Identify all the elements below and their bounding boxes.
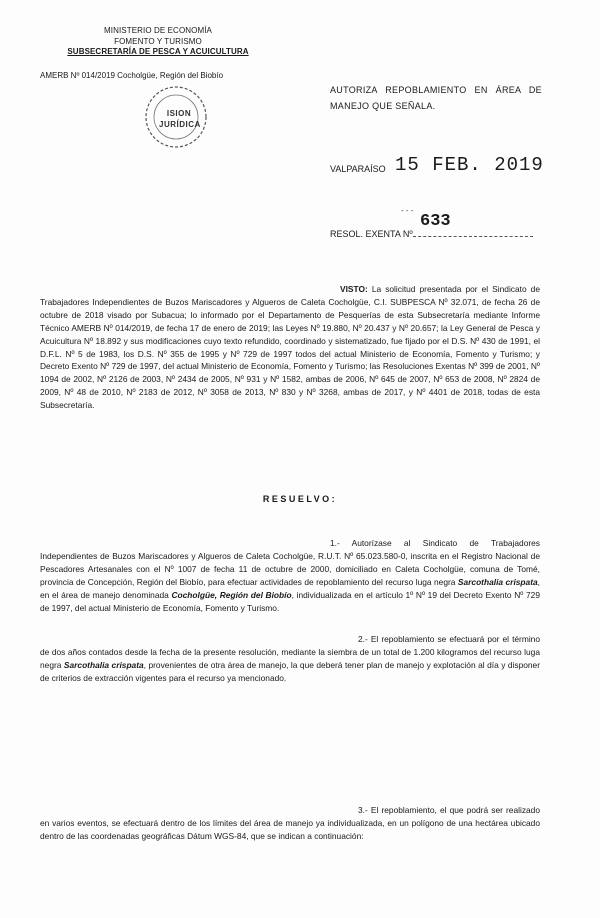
- article-2-species: Sarcothalia crispata: [63, 659, 144, 670]
- visto-text: La solicitud presentada por el Sindicato de Trabajadores Independientes de Buzos Mariscadores y Algueros de Caleta Cocholgüe, C.I. SUBPESCA Nº 32.071, de fecha 26 de octubre de 2018 visado por Subacua; lo informado por el Departamento de Pesquerías de esta Subsecretaría mediante Informe Técnico AMERB Nº 014/2019, de fecha 17 de enero de 2019; las Leyes Nº 19.880, Nº 20.437 y Nº 20.657; la Ley General de Pesca y Acuicultura Nº 18.892 y sus modificaciones cuyo texto refundido, coordinado y sistematizado, fue fijado por el D.S. Nº 430 de 1991, el D.F.L. Nº 5 de 1983, los D.S. Nº 355 de 1995 y Nº 729 de 1997 todos del actual Ministerio de Economía, Fomento y Turismo; y Decreto Exento Nº 729 de 1997, del actual Ministerio de Economía, Fomento y Turismo; las Resoluciones Exentas Nº 399 de 2001, Nº 1094 de 2002, Nº 2126 de 2003, Nº 2434 de 2005, Nº 931 y Nº 1582, ambas de 2006, Nº 645 de 2007, Nº 653 de 2008, Nº 2824 de 2009, Nº 48 de 2010, Nº 2183 de 2012, Nº 3058 de 2013, Nº 830 y Nº 3268, ambas de 2017, y Nº 4401 de 2018, todas de esta Subsecretaría.: [40, 284, 541, 411]
- stamp-line-1: ISION: [166, 109, 192, 118]
- article-1-paragraph: [40, 537, 540, 614]
- article-2-text-b: , provenientes de otra área de manejo, la que deberá tener plan de manejo y explotación al día y disponer de criterios de extracción vigentes para el recurso ya mencionado.: [40, 659, 541, 683]
- article-1-area: Cocholgüe, Región del Biobío: [171, 589, 292, 600]
- stamp-text: [159, 108, 199, 130]
- stamp-line-2: JURÍDICA: [159, 120, 201, 129]
- article-1-text-c: , individualizada en el artículo 1º Nº 19 del Decreto Exento Nº 729 de 1997, del actual Ministerio de Economía, Fomento y Turismo.: [40, 589, 540, 613]
- visto-label: VISTO:: [340, 284, 368, 294]
- article-3-paragraph: 3.- El repoblamiento, el que podrá ser realizado en varios eventos, se efectuará dentro de los límites del área de manejo ya individualizada, en un polígono de una hectárea ubicado dentro de las coordenadas geográficas Dátum WGS-84, que se indican a continuación:: [40, 805, 540, 841]
- handwritten-marks: - - -: [401, 206, 414, 215]
- subsecretariat-name: SUBSECRETARÍA DE PESCA Y ACUICULTURA: [67, 47, 249, 56]
- file-reference: AMERB Nº 014/2019 Cocholgüe, Región del Biobío: [40, 71, 224, 80]
- resolution-subject: AUTORIZA REPOBLAMIENTO EN ÁREA DE MANEJO QUE SEÑALA.: [330, 85, 542, 111]
- issue-place: VALPARAÍSO: [330, 164, 386, 174]
- ministry-name-continued: FOMENTO Y TURISMO: [114, 36, 202, 46]
- resolution-number: 633: [420, 212, 451, 231]
- article-1-text-b: , en el área de manejo denominada: [40, 576, 540, 600]
- resuelvo-heading: RESUELVO:: [262, 494, 338, 504]
- article-1-species: Sarcothalia crispata: [457, 576, 538, 587]
- visto-paragraph: [40, 283, 540, 412]
- article-2-text-a: 2.- El repoblamiento se efectuará por el término de dos años contados desde la fecha de la presente resolución, mediante la siembra de un total de 1.200 kilogramos del recurso luga negra: [40, 634, 540, 670]
- issue-date-stamp: 15 FEB. 2019: [395, 154, 544, 176]
- resolution-label: RESOL. EXENTA Nº: [330, 229, 413, 239]
- ministry-header: [58, 26, 258, 58]
- ministry-name: MINISTERIO DE ECONOMÍA: [104, 26, 212, 35]
- article-2-paragraph: [40, 633, 540, 685]
- article-1-text-a: 1.- Autorízase al Sindicato de Trabajadores Independientes de Buzos Mariscadores y Algueros de Caleta Cocholgüe, R.U.T. Nº 65.023.580-0, inscrita en el Registro Nacional de Pescadores Artesanales con el Nº 1007 de fecha 11 de octubre de 2000, domiciliado en Caleta Cocholgüe, comuna de Tomé, provincia de Concepción, Región del Biobío, para efectuar actividades de repoblamiento del recurso luga negra: [40, 538, 540, 587]
